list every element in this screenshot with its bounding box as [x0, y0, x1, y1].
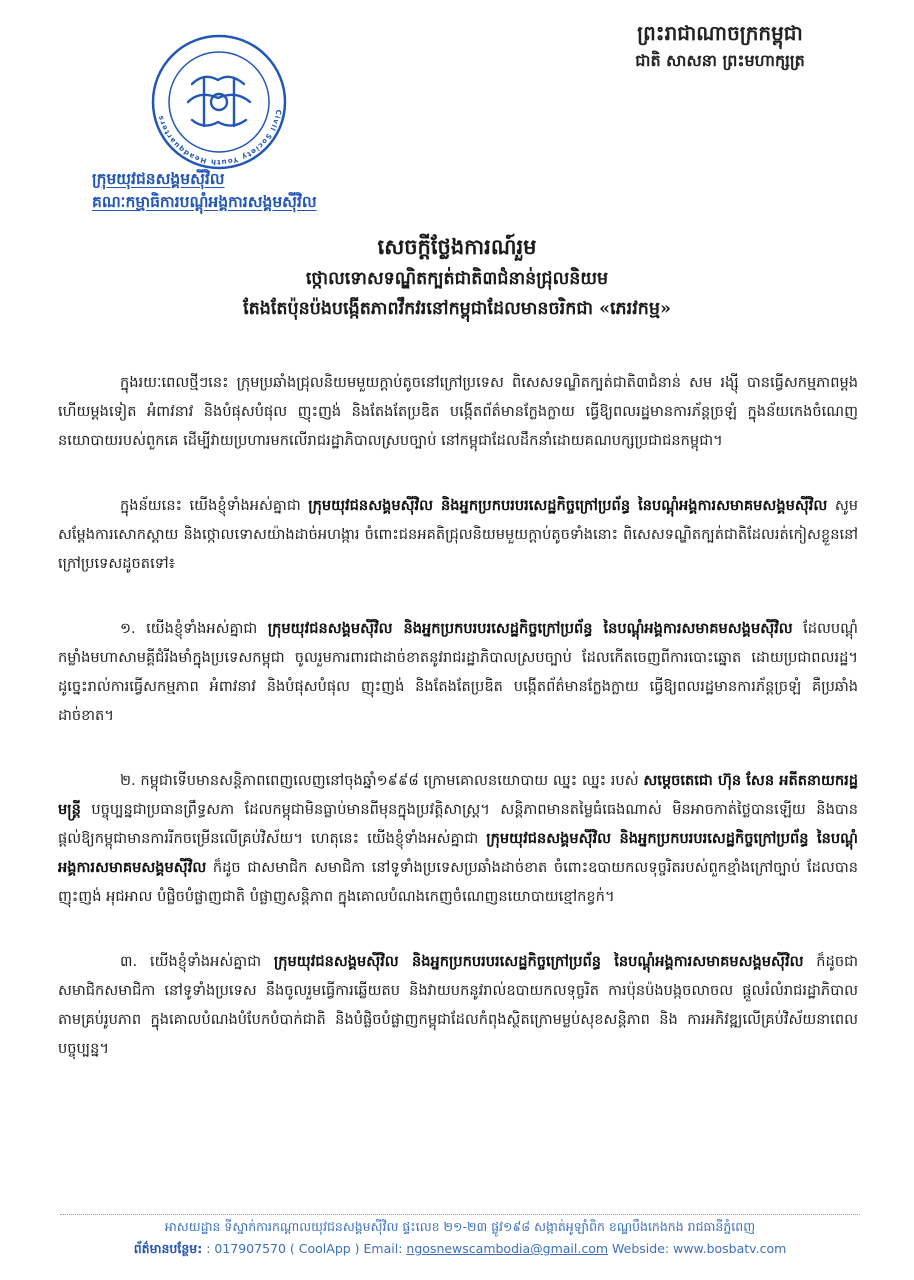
organization-bold: ក្រុមយុវជនសង្គមស៊ីវិល និងអ្នកប្រកបរបរសេដ្ឋកិច្ចក្រៅប្រព័ន្ធ នៃបណ្តុំអង្គការសមាគមសង្គមស៊ីវិល [58, 830, 858, 876]
more-info-label: ព័ត៌មានបន្ថែម: [133, 1241, 203, 1256]
org-name-line2: គណៈកម្មាធិការបណ្តុំអង្គការសង្គមស៊ីវិល [92, 193, 317, 211]
paragraph-text: ៣. យើងខ្ញុំទាំងអស់គ្នាជា [120, 953, 274, 970]
website-label: Webside: [612, 1241, 670, 1256]
paragraph-text: ក្នុងន័យនេះ យើងខ្ញុំទាំងអស់គ្នាជា [120, 497, 309, 514]
civil-society-logo [134, 32, 304, 172]
paragraph-text: ដែលបណ្តុំកម្លាំងមហាសាមគ្គីជំរីងមាំក្នុងប្រទេសកម្ពុជា ចូលរួមការពារជាដាច់ខាតនូវរាជរដ្ឋាភិបាលស្របច្បាប់ ដែលកើតចេញពីការបោះឆ្នោត ដោយប្រជាពលរដ្ឋ។ ដូច្នេះរាល់ការធ្វើសកម្មភាព អំពាវនាវ និងបំផុសបំផុល ញុះញង់ និងតែងតែប្រឌិត បង្កើតព័ត៌មានក្លែងក្លាយ ធ្វើឱ្យពលរដ្ឋមានការភ័ន្តច្រឡំ គឺប្រឆាំងដាច់ខាត។ [58, 620, 858, 724]
paragraph-text: ១. យើងខ្ញុំទាំងអស់គ្នាជា [120, 620, 268, 637]
paragraph-text: ក៏ដូចជាសមាជិកសមាជិកា នៅទូទាំងប្រទេស នឹងចូលរួមធ្វើការឆ្លើយតប និងវាយបកនូវរាល់ឧបាយកលទុច្ចរិត ការប៉ុនប៉ងបង្កចលាចល ផ្តួលរំលំរាជរដ្ឋាភិបាល តាមគ្រប់រូបភាព ក្នុងគោលបំណងបំបែកបំបាក់ជាតិ និងបំផ្លិចបំផ្លាញកម្ពុជាដែលកំពុងស្ថិតក្រោមម្លប់សុខសន្តិភាព និង ការអភិវឌ្ឍលើគ្រប់វិស័យនាពេលបច្ចុប្បន្ន។ [58, 953, 858, 1057]
paragraph-text: សូមសម្តែងការសោកស្តាយ និងថ្កោលទោសយ៉ាងដាច់អហង្ការ ចំពោះជនអគតិជ្រុលនិយមមួយក្តាប់តូចទាំងនោះ ពិសេសទណ្ឌិតក្បត់ជាតិដែលរត់កៀសខ្លួននៅក្រៅប្រទេសដូចតទៅ៖ [58, 497, 858, 572]
statement-subtitle-2: តែងតែប៉ុនប៉ងបង្កើតភាពវឹកវរនៅកម្ពុជាដែលមានចរិកជា «ភេរវកម្ម» [243, 299, 671, 319]
logo-ring-text: Civil Society Youth Headquarters [156, 108, 283, 167]
logo-emblem-icon [134, 32, 304, 172]
paragraph-intro: ក្នុងរយៈពេលថ្មីៗនេះ ក្រុមប្រឆាំងជ្រុលនិយមមួយក្តាប់តូចនៅក្រៅប្រទេស ពិសេសទណ្ឌិតក្បត់ជាតិ៣ជំនាន់ សម រង្ស៊ី បានធ្វើសកម្មភាពម្តងហើយម្តងទៀត អំពាវនាវ និងបំផុសបំផុល ញុះញង់ និងតែងតែប្រឌិត បង្កើតព័ត៌មានក្លែងក្លាយ ធ្វើឱ្យពលរដ្ឋមានការភ័ន្តច្រឡំ ក្នុងន័យកេងចំណេញនយោបាយរបស់ពួកគេ ដើម្បីវាយប្រហារមកលើរាជរដ្ឋាភិបាលស្របច្បាប់ នៅកម្ពុជាដែលដឹកនាំដោយគណបក្សប្រជាជនកម្ពុជា។ [58, 374, 858, 449]
organization-bold: ក្រុមយុវជនសង្គមស៊ីវិល និងអ្នកប្រកបរបរសេដ្ឋកិច្ចក្រៅប្រព័ន្ធ នៃបណ្តុំអង្គការសមាគមសង្គមស៊ីវិល [273, 953, 804, 970]
motto-kingdom: ព្រះរាជាណាចក្រកម្ពុជា [637, 21, 803, 45]
footer-contact [60, 1238, 860, 1260]
statement-title: សេចក្តីថ្លែងការណ៍រួម [377, 234, 537, 259]
motto-nation-religion-king: ជាតិ សាសនា ព្រះមហាក្សត្រ [635, 51, 805, 70]
paragraph-point-2 [58, 766, 858, 911]
svg-text:Civil Society Youth Headquarte [156, 109, 282, 166]
paragraph-point-1 [58, 614, 858, 730]
website-link[interactable]: www.bosbatv.com [673, 1241, 787, 1256]
email-label: Email: [363, 1241, 403, 1256]
organization-names [92, 168, 362, 214]
paragraph-text: ក៏ដូច ជាសមាជិក សមាជិកា នៅទូទាំងប្រទេសប្រឆាំងដាច់ខាត ចំពោះឧបាយកលទុច្ចរិតរបស់ពួកខ្មាំងក្រៅច្បាប់ ដែលបានញុះញង់ អុជអាល បំផ្លិចបំផ្លាញជាតិ បំផ្លាញសន្តិភាព ក្នុងគោលបំណងកេញចំណេញនយោបាយខ្មៅកខ្វក់។ [58, 859, 858, 905]
organization-bold: ក្រុមយុវជនសង្គមស៊ីវិល និងអ្នកប្រកបរបរសេដ្ឋកិច្ចក្រៅប្រព័ន្ធ នៃបណ្តុំអង្គការសមាគមសង្គមស៊ីវិល [308, 497, 828, 514]
paragraph-condemnation [58, 491, 858, 578]
statement-titles [0, 230, 914, 324]
paragraph-text: បច្ចុប្បន្នជាប្រធានព្រឹទ្ធសភា ដែលកម្ពុជាមិនធ្លាប់មានពីមុនក្នុងប្រវត្តិសាស្ត្រ។ សន្តិភាពមានតម្លៃធំធេងណាស់ មិនអាចកាត់ថ្លៃបានឡើយ និងបានផ្តល់ឱ្យកម្ពុជាមានការរីកចម្រើនលើគ្រប់វិស័យ។ ហេតុនេះ យើងខ្ញុំទាំងអស់គ្នាជា [58, 801, 858, 847]
statement-body [58, 368, 858, 1099]
paragraph-point-3 [58, 947, 858, 1063]
leader-name-bold: សម្តេចតេជោ ហ៊ុន សែន អតីតនាយករដ្ឋមន្ត្រី [58, 772, 858, 818]
organization-bold: ក្រុមយុវជនសង្គមស៊ីវិល និងអ្នកប្រកបរបរសេដ្ឋកិច្ចក្រៅប្រព័ន្ធ នៃបណ្តុំអង្គការសមាគមសង្គមស៊ីវិល [267, 620, 793, 637]
statement-subtitle-1: ថ្កោលទោសទណ្ឌិតក្បត់ជាតិ៣ជំនាន់ជ្រុលនិយម [305, 269, 609, 289]
phone-number: : 017907570 ( CoolApp ) [206, 1241, 360, 1256]
org-name-line1: ក្រុមយុវជនសង្គមស៊ីវិល [92, 170, 225, 188]
paragraph-text: ២. កម្ពុជាទើបមានសន្តិភាពពេញលេញនៅចុងឆ្នាំ១៩៩៨ ក្រោមគោលនយោបាយ ឈ្នះ ឈ្នះ របស់ [120, 772, 644, 789]
kingdom-motto [580, 18, 860, 74]
footer-address: អាសយដ្ឋាន ទីស្នាក់ការកណ្តាលយុវជនសង្គមស៊ីវិល ផ្ទះលេខ ២១-២៣ ផ្លូវ១៩៨ សង្កាត់អូឡាំពិក ខណ្ឌបឹងកេងកង រាជធានីភ្នំពេញ [164, 1219, 756, 1234]
footer-divider [60, 1214, 860, 1215]
email-link[interactable]: ngosnewscambodia@gmail.com [406, 1241, 609, 1256]
footer [60, 1216, 860, 1260]
